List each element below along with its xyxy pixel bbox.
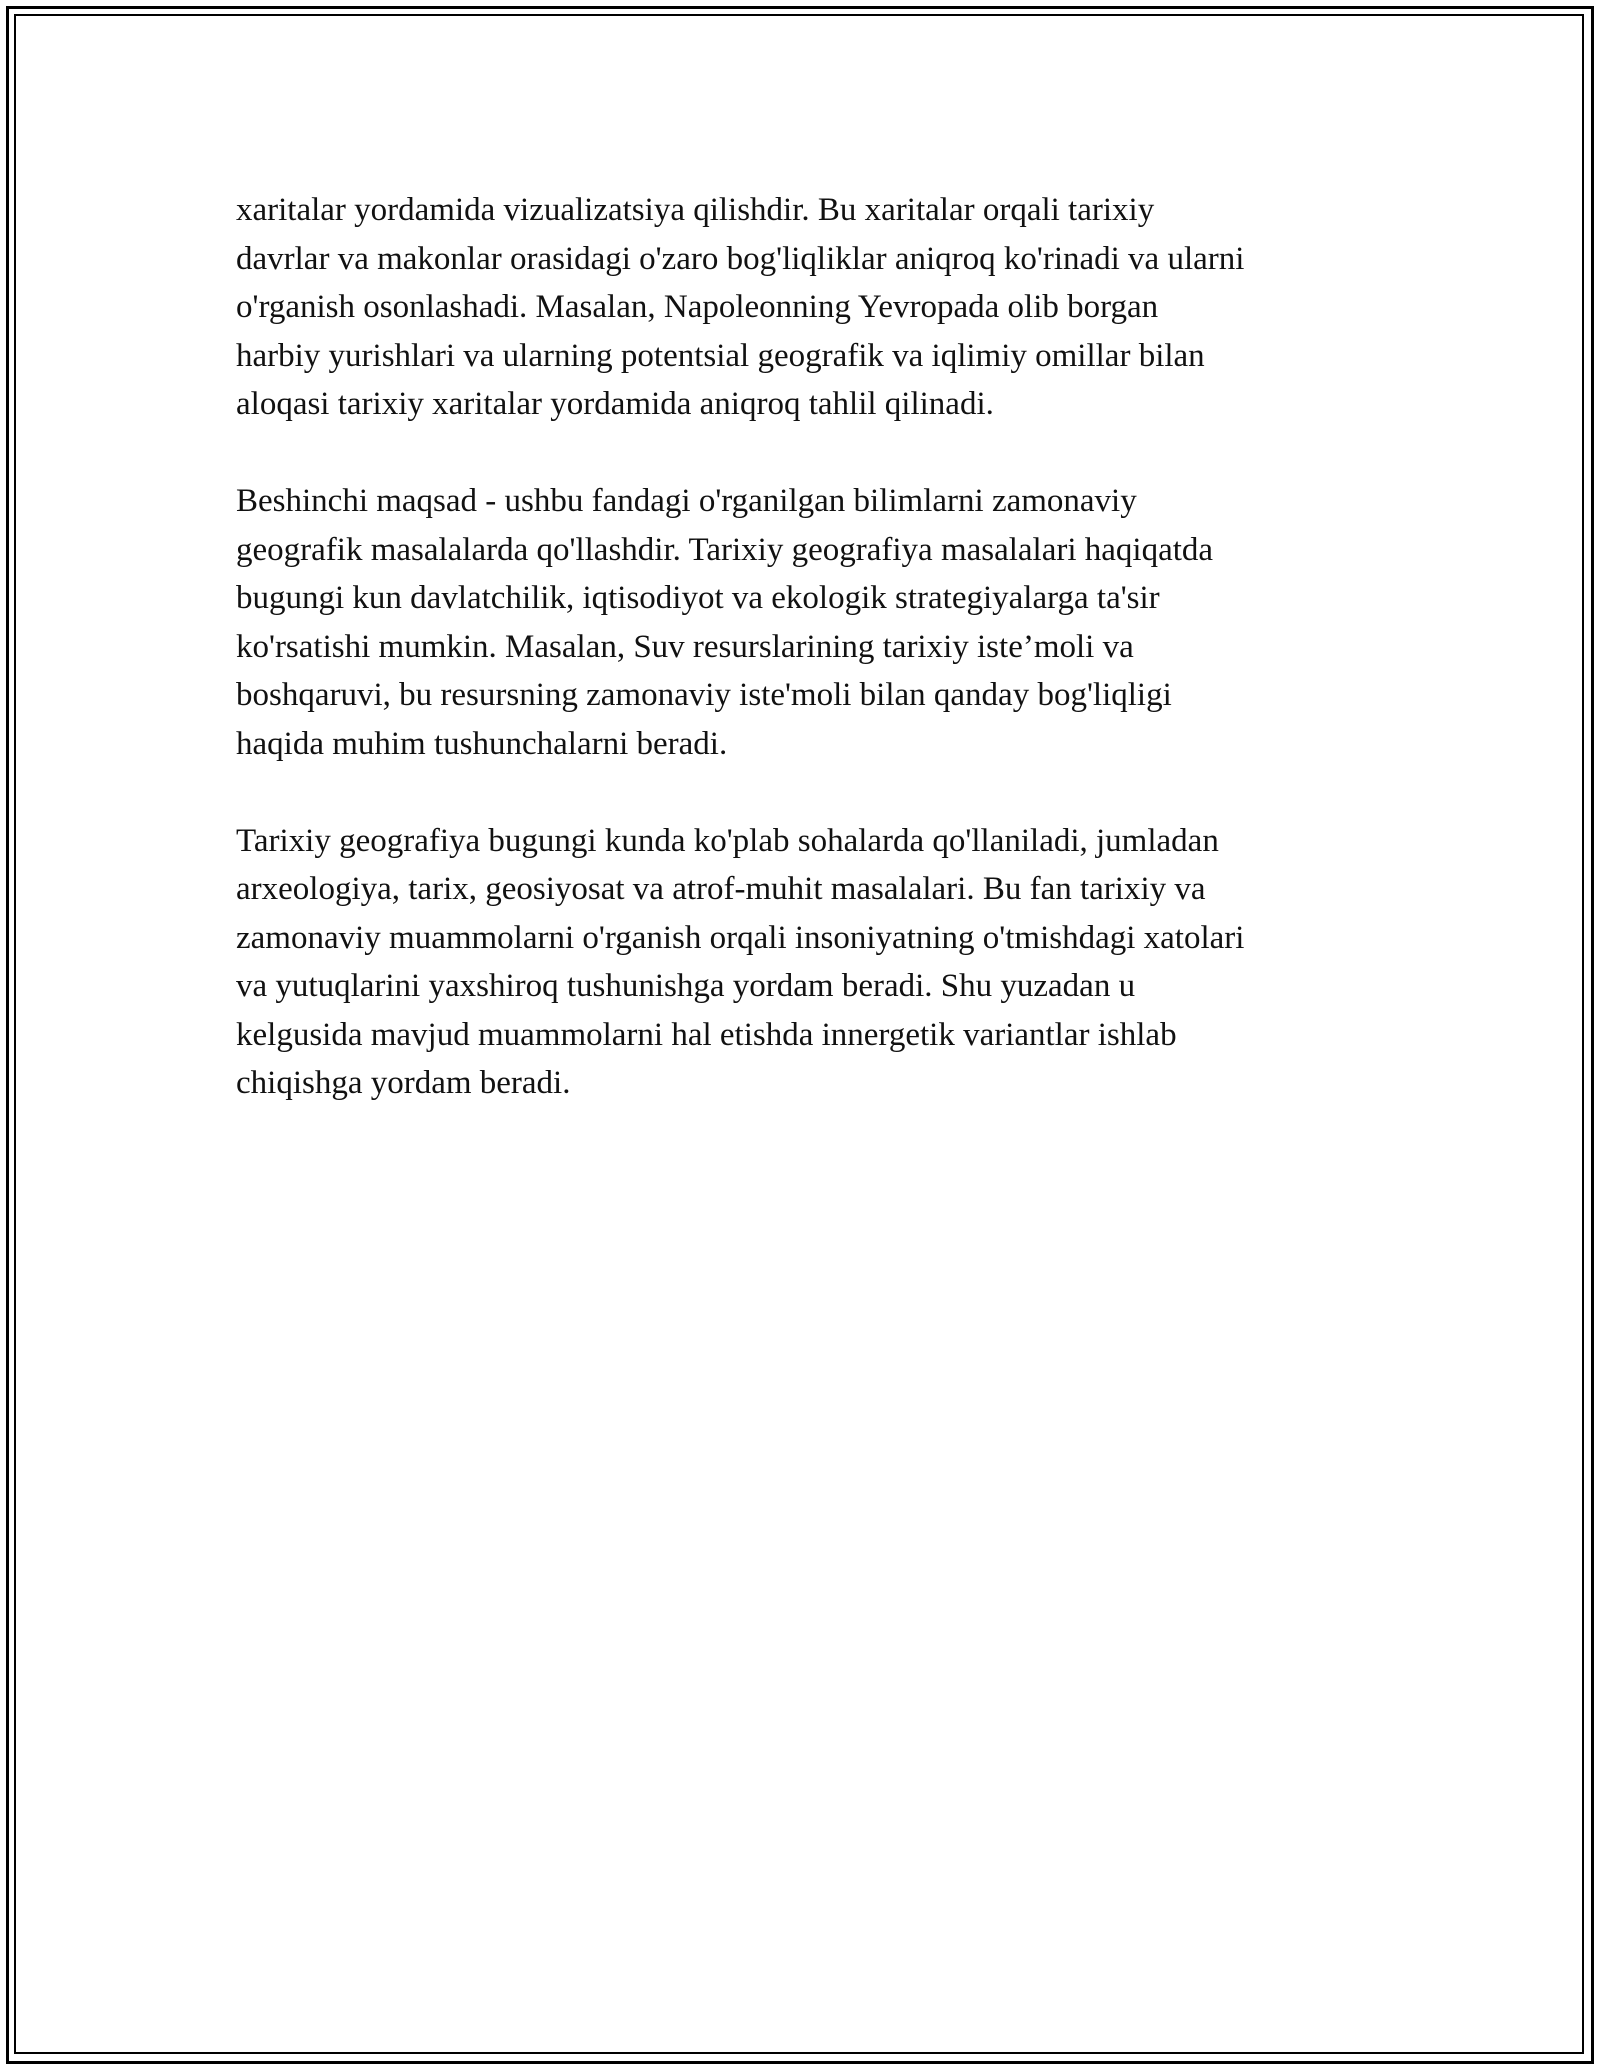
paragraph-2 <box>236 477 1376 768</box>
text-line: xaritalar yordamida vizualizatsiya qilishdir. Bu xaritalar orqali tarixiy <box>236 192 1155 228</box>
text-line: o'rganish osonlashadi. Masalan, Napoleonning Yevropada olib borgan <box>236 289 1159 325</box>
paragraph-3 <box>236 817 1376 1108</box>
text-line: aloqasi tarixiy xaritalar yordamida aniqroq tahlil qilinadi. <box>236 386 994 422</box>
text-line: haqida muhim tushunchalarni beradi. <box>236 725 728 762</box>
text-line: harbiy yurishlari va ularning potentsial geografik va iqlimiy omillar bilan <box>236 337 1205 374</box>
text-line: kelgusida mavjud muammolarni hal etishda innergetik variantlar ishlab <box>236 1016 1177 1053</box>
text-line: arxeologiya, tarix, geosiyosat va atrof-muhit masalalari. Bu fan tarixiy va <box>236 871 1206 907</box>
text-line: va yutuqlarini yaxshiroq tushunishga yordam beradi. Shu yuzadan u <box>236 968 1136 1004</box>
paragraph-1 <box>236 186 1376 429</box>
text-line: boshqaruvi, bu resursning zamonaviy iste'moli bilan qanday bog'liqligi <box>236 677 1172 713</box>
text-line: zamonaviy muammolarni o'rganish orqali insoniyatning o'tmishdagi xatolari <box>236 919 1245 956</box>
text-line: chiqishga yordam beradi. <box>236 1065 571 1101</box>
text-line: Tarixiy geografiya bugungi kunda ko'plab sohalarda qo'llaniladi, jumladan <box>236 822 1219 859</box>
text-line: ko'rsatishi mumkin. Masalan, Suv resurslarining tarixiy iste’moli va <box>236 628 1134 665</box>
text-line: bugungi kun davlatchilik, iqtisodiyot va ekologik strategiyalarga ta'sir <box>236 580 1160 616</box>
text-line: Beshinchi maqsad - ushbu fandagi o'rganilgan bilimlarni zamonaviy <box>236 483 1137 519</box>
text-line: geografik masalalarda qo'llashdir. Tarixiy geografiya masalalari haqiqatda <box>236 531 1214 568</box>
page-body <box>236 186 1376 1156</box>
text-line: davrlar va makonlar orasidagi o'zaro bog'liqliklar aniqroq ko'rinadi va ularni <box>236 240 1245 277</box>
